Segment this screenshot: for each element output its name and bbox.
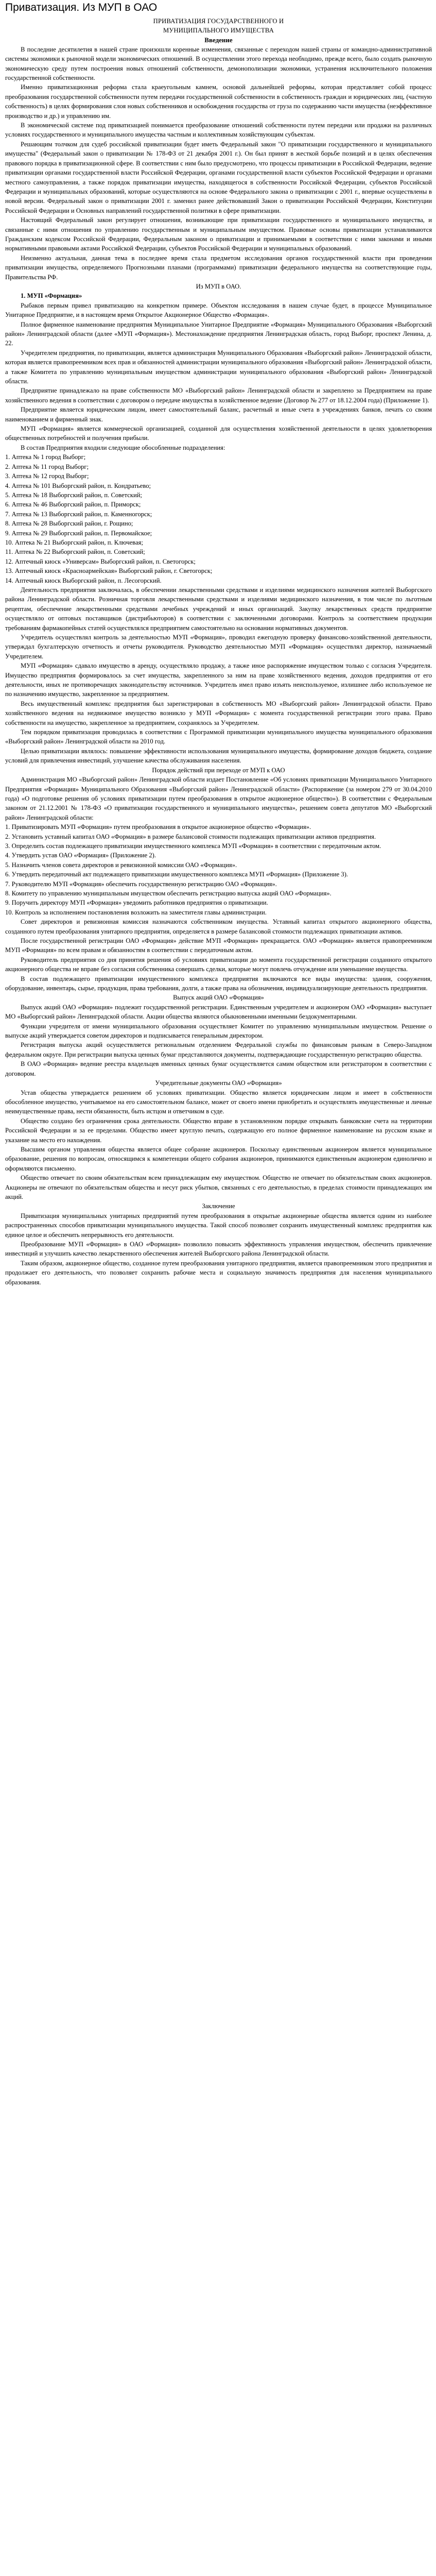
list-item: 1. Аптека № 1 город Выборг;: [5, 453, 86, 461]
document-page: [0, 1, 436, 1292]
list-item: 1. Приватизировать МУП «Формация» путем преобразования в открытое акционерное общество «Формация».: [5, 823, 311, 831]
list-item: 10. Контроль за исполнением постановления возложить на заместителя главы администрации.: [5, 908, 267, 916]
section4: [5, 1003, 432, 1078]
list-item: 13. Аптечный киоск «Красноармейская» Выборгский район, г. Светогорск;: [5, 567, 213, 575]
list-item: 7. Аптека № 13 Выборгский район, п. Каменногорск;: [5, 510, 152, 518]
conclusion-paragraph: Таким образом, акционерное общество, созданное путем преобразования унитарного предприятия, является правопреемником этого предприятия и продолжает его деятельность, что позволяет сохранить рабочие места и социальную значимость предприятия для населения муниципального образования.: [5, 1259, 432, 1286]
section1-title: Из МУП в ОАО.: [196, 282, 241, 290]
list-item: 4. Утвердить устав ОАО «Формация» (Приложение 2).: [5, 852, 156, 859]
section2-paragraph: Весь имущественный комплекс предприятия был зарегистрирован в собственность МО «Выборгский район» Ленинградской области. Право хозяйственного ведения на недвижимое имущество возникло у МУП «Формация» с момента государственной регистрации этого права. Право собственности на имущество, закрепленное за предприятием, сохранялось за Учредителем.: [5, 700, 432, 726]
list-item: 14. Аптечный киоск Выборгский район, п. Лесогорский.: [5, 577, 162, 584]
heading-line-2: МУНИЦИПАЛЬНОГО ИМУЩЕСТВА: [163, 27, 274, 35]
section5-paragraph: Общество отвечает по своим обязательствам всем принадлежащим ему имуществом. Общество не отвечает по обязательствам своих акционеров. Акционеры не отвечают по обязательствам общества и несут риск убытков, связанных с его деятельностью, в пределах стоимости принадлежащих им акций.: [5, 1174, 432, 1200]
list-item: 9. Аптека № 29 Выборгский район, п. Первомайское;: [5, 529, 152, 537]
list-item: 3. Определить состав подлежащего приватизации имущественного комплекса МУП «Формация» в соответствии с передаточным актом.: [5, 842, 381, 850]
section1-paragraph: МУП «Формация» сдавало имущество в аренду, осуществляло продажу, а также иное распоряжение имуществом только с согласия Учредителя. Имущество предприятия формировалось за счет имущества, закрепленного за ним на праве хозяйственного ведения, доходов предприятия от его деятельности, иных не противоречащих законодательству источников. Учредитель имел право изъять неиспользуемое, излишнее либо используемое не по назначению имущество, закрепленное за предприятием.: [5, 662, 432, 698]
intro-section: [5, 45, 432, 282]
list-item: 2. Аптека № 11 город Выборг;: [5, 463, 89, 470]
list-item: 9. Поручить директору МУП «Формация» уведомить работников предприятия о приватизации.: [5, 899, 268, 907]
section4-paragraph: Регистрация выпуска акций осуществляется региональным отделением Федеральной службы по финансовым рынкам в Северо-Западном федеральном округе. При регистрации выпуска ценных бумаг представляются документы, подтверждающие государственную регистрацию общества.: [5, 1041, 432, 1058]
section3-paragraph: Совет директоров и ревизионная комиссия назначаются собственником имущества. Уставный капитал открытого акционерного общества, созданного путем преобразования унитарного предприятия, определяется в размере балансовой стоимости подлежащих приватизации активов.: [5, 918, 432, 935]
list-item: 12. Аптечный киоск «Универсам» Выборгский район, п. Светогорск;: [5, 557, 196, 565]
section3: [5, 775, 432, 993]
section1-paragraph: МУП «Формация» является коммерческой организацией, созданной для осуществления хозяйственной деятельности в целях удовлетворения общественных потребностей и получения прибыли.: [5, 425, 432, 442]
list-item: 5. Аптека № 18 Выборгский район, п. Советский;: [5, 491, 142, 499]
heading-line-1: ПРИВАТИЗАЦИЯ ГОСУДАРСТВЕННОГО И: [153, 18, 284, 25]
section5-paragraph: Высшим органом управления общества является общее собрание акционеров. Поскольку единственным акционером является муниципальное образование, решения по вопросам, относящимся к компетенции общего собрания акционеров, принимаются единственным акционером единолично и оформляются письменно.: [5, 1145, 432, 1172]
intro-heading: Введение: [204, 36, 233, 44]
section1-paragraph: В состав Предприятия входили следующие обособленные подразделения:: [21, 444, 225, 451]
section1-subtitle: 1. МУП «Формация»: [21, 292, 82, 300]
section4-paragraph: В ОАО «Формация» ведение реестра владельцев именных ценных бумаг осуществляется самим обществом или регистратором в соответствии с договором.: [5, 1060, 432, 1077]
section2-paragraph: Целью приватизации являлось: повышение эффективности использования муниципального имущества, формирование доходов бюджета, создание условий для привлечения инвестиций, улучшение качества обслуживания населения.: [5, 747, 432, 765]
section1-paragraph: Предприятие принадлежало на праве собственности МО «Выборгский район» Ленинградской области и закреплено за Предприятием на праве хозяйственного ведения в соответствии с договором о передаче имущества в хозяйственное ведение (Договор № 277 от 18.12.2004 года) (Приложение 1).: [5, 387, 432, 404]
conclusion: [5, 1211, 432, 1287]
intro-paragraph: Именно приватизационная реформа стала краеугольным камнем, основой дальнейшей реформы, которая представляет собой процесс преобразования государственной собственности путем передачи государственной собственности в собственность граждан и юридических лиц, (частную собственность) в целях формирования слоя новых собственников и освобождения государства от груза по содержанию части имущества (неэффективное производство и др.) и управлению им.: [5, 83, 432, 120]
list-item: 6. Аптека № 46 Выборгский район, п. Приморск;: [5, 501, 141, 509]
intro-paragraph: В экономической системе под приватизацией понимается преобразование отношений собственности путем передачи или продажи на различных условиях государственного и муниципального имущества частным и коллективным хозяйствующим субъектам.: [5, 122, 432, 139]
section1-paragraph: Учредителем предприятия, по приватизации, является администрация Муниципального Образования «Выборгский район» Ленинградской области, которая является правопреемником всех прав и обязанностей администрации муниципального образования «Выборгский район» Ленинградской области, а также Комитета по управлению муниципальным имуществом администрации муниципального образования «Выборгский район» Ленинградской области.: [5, 349, 432, 385]
list-item: 6. Утвердить передаточный акт подлежащего приватизации имущественного комплекса МУП «Формация» (Приложение 3).: [5, 871, 348, 878]
conclusion-paragraph: Приватизация муниципальных унитарных предприятий путем преобразования в открытые акционерные общества является одним из наиболее распространенных способов приватизации муниципального имущества. Такой способ позволяет сохранить имущественный комплекс предприятия как единое целое и обеспечить непрерывность его деятельности.: [5, 1212, 432, 1239]
list-item: 10. Аптека № 21 Выборгский район, п. Ключевая;: [5, 538, 143, 546]
section3-paragraph: В состав подлежащего приватизации имущественного комплекса предприятия включаются все виды имущества: здания, сооружения, оборудование, инвентарь, сырье, продукция, права требования, долги, а также права на обозначения, индивидуализирующие деятельность предприятия.: [5, 975, 432, 992]
steps-list: [5, 822, 432, 917]
section1-continued: [5, 585, 432, 699]
section1-paragraph: Рыбаков первым привел приватизацию на конкретном примере. Объектом исследования в нашем случае будет, в процессе Муниципальное Унитарное Предприятие, и в настоящем время Открытое Акционерное Общество «Формация».: [5, 301, 432, 319]
section5-title: Учредительные документы ОАО «Формация»: [155, 1079, 282, 1087]
section1-paragraph: Предприятие является юридическим лицом, имеет самостоятельный баланс, расчетный и иные счета в учреждениях банков, печать со своим наименованием и фирменный знак.: [5, 406, 432, 423]
list-item: 8. Комитету по управлению муниципальным имуществом обеспечить регистрацию выпуска акций ОАО «Формация».: [5, 889, 332, 897]
section4-title: Выпуск акций ОАО «Формация»: [173, 994, 264, 1002]
section2-paragraph: Тем порядком приватизация проводилась в соответствии с Программой приватизации муниципального имущества муниципального образования «Выборгский район» Ленинградской области на 2010 год.: [5, 728, 432, 745]
intro-paragraph: Решающим толчком для судеб российской приватизации будет иметь Федеральный закон "О приватизации государственного и муниципального имущества" (Федеральный закон о приватизации № 178-ФЗ от 21 декабря 2001 г.). Он был принят в жесткой борьбе позиций и в целях обеспечения правового порядка в приватизационной сфере. В соответствии с ним было предусмотрено, что процессы приватизации в Российской Федерации, ведение приватизации органами государственной власти Российской Федерации, органами государственной власти субъектов Российской Федерации и органами местного самоуправления, а также порядок приватизации имущества, находящегося в собственности Российской Федерации, субъектов Российской Федерации и муниципальных образований, которые осуществляются на основе Федерального закона о приватизации с 2001 г., впервые осуществлены в новой версии. Федеральный закон о приватизации 2001 г. заменил ранее действовавший Закон о приватизации Российской Федерации, Конституции Российской Федерации и Основных направлений государственной политики в сфере приватизации.: [5, 140, 432, 214]
list-item: 5. Назначить членов совета директоров и ревизионной комиссии ОАО «Формация».: [5, 861, 237, 869]
list-item: 2. Установить уставный капитал ОАО «Формация» в размере балансовой стоимости подлежащих приватизации активов предприятия.: [5, 833, 376, 840]
list-item: 3. Аптека № 12 город Выборг;: [5, 472, 89, 480]
section1-paragraph: Деятельность предприятия заключалась, в обеспечении лекарственными средствами и изделиями медицинского назначения жителей Выборгского района Ленинградской области. Розничная торговля лекарственными средствами и изделиями медицинского назначения, в том числе по льготным рецептам, обеспечение лекарственными средствами лечебных учреждений и иных организаций. Закупку лекарственных средств предприятие осуществляло от оптовых поставщиков (дистрибьюторов) в соответствии с заключенными договорами. Контроль за соответствием продукции требованиям фармакопейных статей осуществлялся предприятием самостоятельно на основании нормативных документов.: [5, 586, 432, 632]
conclusion-paragraph: Преобразование МУП «Формация» в ОАО «Формация» позволило повысить эффективность управления имуществом, обеспечить привлечение инвестиций и улучшить качество лекарственного обеспечения жителей Выборгского района Ленинградской области.: [5, 1241, 432, 1258]
section3-paragraph: Руководитель предприятия со дня принятия решения об условиях приватизации до момента государственной регистрации созданного открытого акционерного общества не вправе без согласия собственника совершать сделки, которые могут повлечь отчуждение или уменьшение имущества.: [5, 956, 432, 973]
section5-paragraph: Общество создано без ограничения срока деятельности. Общество вправе в установленном порядке открывать банковские счета на территории Российской Федерации и за ее пределами. Общество имеет круглую печать, содержащую его полное фирменное наименование на русском языке и указание на место его нахождения.: [5, 1117, 432, 1144]
section1: [5, 301, 432, 453]
section3-paragraph: После государственной регистрации ОАО «Формация» действие МУП «Формация» прекращается. ОАО «Формация» является правопреемником МУП «Формация» по всем правам и обязанностям в соответствии с передаточным актом.: [5, 937, 432, 954]
section4-paragraph: Выпуск акций ОАО «Формация» подлежит государственной регистрации. Единственным учредителем и акционером ОАО «Формация» выступает МО «Выборгский район» Ленинградской области. Акции общества являются обыкновенными именными бездокументарными.: [5, 1003, 432, 1021]
section4-paragraph: Функции учредителя от имени муниципального образования осуществляет Комитет по управлению муниципальным имуществом. Решение о выпуске акций утверждается советом директоров и подписывается генеральным директором.: [5, 1022, 432, 1040]
intro-paragraph: Неизменно актуальная, данная тема в последнее время стала предметом исследования органов государственной власти при проведении приватизации имущества, определяемого Прогнозными планами (программами) приватизации федерального имущества на соответствующие годы, Правительства РФ.: [5, 254, 432, 281]
intro-paragraph: В последние десятилетия в нашей стране произошли коренные изменения, связанные с переходом нашей страны от командно-административной системы экономики к рыночной модели экономических отношений. В осуществлении этого перехода необходимо, прежде всего, было создать рыночную экономическую среду путем построения новых отношений собственности, демонополизации экономики, устранения исключительного положения государственной собственности.: [5, 45, 432, 82]
list-item: 7. Руководителю МУП «Формация» обеспечить государственную регистрацию ОАО «Формация».: [5, 880, 277, 888]
list-item: 11. Аптека № 22 Выборгский район, п. Советский;: [5, 548, 145, 556]
section3-title: Порядок действий при переходе от МУП к ОАО: [152, 766, 285, 774]
page-title: Приватизация. Из МУП в ОАО: [5, 2, 158, 13]
section1-paragraph: Полное фирменное наименование предприятия Муниципальное Унитарное Предприятие «Формация» Муниципального Образования «Выборгский район» Ленинградской области (далее «МУП «Формация»). Местонахождение предприятия Ленинградская область, город Выборг, проспект Ленина, д. 22.: [5, 320, 432, 347]
subdivision-list: [5, 452, 432, 585]
list-item: 4. Аптека № 101 Выборгский район, п. Кондратьево;: [5, 482, 151, 489]
intro-paragraph: Настоящий Федеральный закон регулирует отношения, возникающие при приватизации государственного и муниципального имущества, и связанные с ними отношения по управлению государственным и муниципальным имуществом. Правовые основы приватизации устанавливаются Гражданским кодексом Российской Федерации, Федеральным законом о приватизации и принимаемыми в соответствии с ними законами и иными нормативными правовыми актами Российской Федерации, субъектов Российской Федерации и муниципальных образований.: [5, 216, 432, 252]
section3-intro: Администрация МО «Выборгский район» Ленинградской области издает Постановление «Об условиях приватизации Муниципального Унитарного Предприятия «Формация» Муниципального Образования «Выборгский район» Ленинградской области» (Распоряжение (за номером 279 от 30.04.2010 года) «О подготовке решения об условиях приватизации путем преобразования в открытое акционерное общество»). В соответствии с Федеральным законом от 21.12.2001 № 178-ФЗ «О приватизации государственного и муниципального имущества», решением совета депутатов МО «Выборгский район» Ленинградской области:: [5, 776, 432, 821]
section2: [5, 699, 432, 766]
section1-paragraph: Учредитель осуществлял контроль за деятельностью МУП «Формация», проводил ежегодную проверку финансово-хозяйственной деятельности, утверждал бухгалтерскую отчетность и отчеты руководителя. Руководство деятельностью МУП «Формация» осуществлял директор, назначаемый Учредителем.: [5, 634, 432, 660]
list-item: 8. Аптека № 28 Выборгский район, г. Рощино;: [5, 520, 133, 528]
section5-paragraph: Устав общества утверждается решением об условиях приватизации. Общество является юридическим лицом и имеет в собственности обособленное имущество, учитываемое на его самостоятельном балансе, может от своего имени приобретать и осуществлять имущественные и личные неимущественные права, нести обязанности, быть истцом и ответчиком в суде.: [5, 1089, 432, 1115]
section5: [5, 1088, 432, 1202]
conclusion-title: Заключение: [202, 1202, 235, 1210]
